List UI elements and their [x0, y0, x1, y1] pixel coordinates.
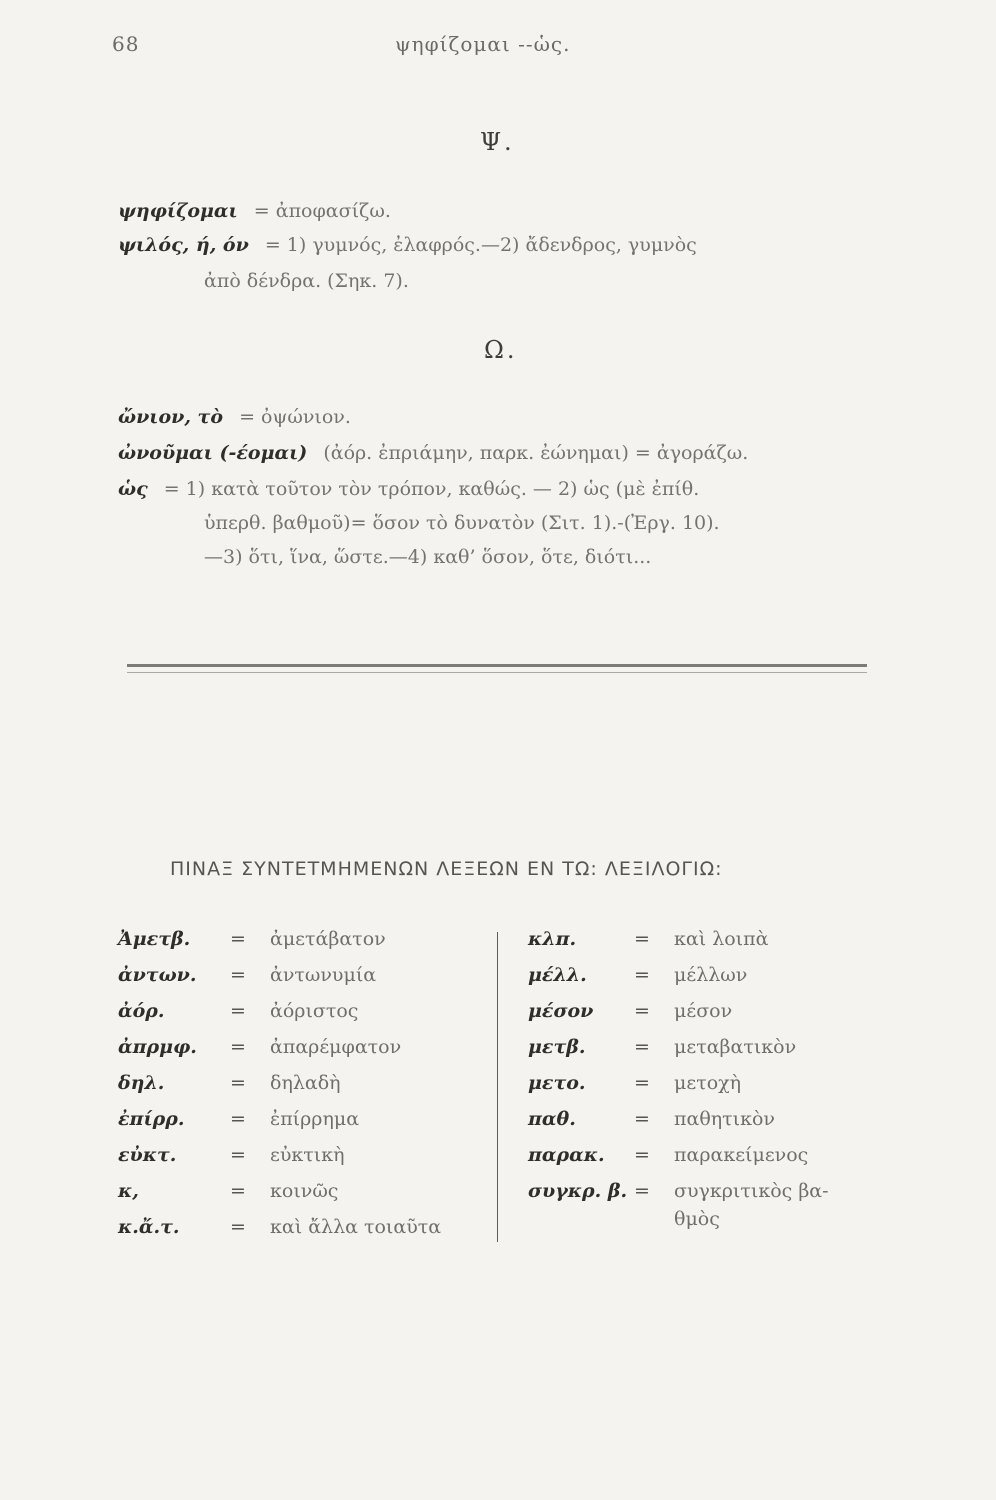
abbreviation-meaning: καὶ λοιπὰ — [674, 928, 769, 950]
abbreviation-meaning: ἀπαρέμφατον — [270, 1036, 402, 1058]
equals-sign: = — [230, 1216, 246, 1238]
abbreviation-meaning: συγκριτικὸς βα- — [674, 1180, 829, 1202]
entry-continuation: ἀπὸ δένδρα. (Σηκ. 7). — [204, 270, 409, 292]
column-divider — [497, 932, 498, 1242]
entry-definition: = 1) γυμνός, ἐλαφρός.—2) ἄδενδρος, γυμνὸς — [264, 234, 697, 256]
entry-lemma: ὤνιον, τὸ — [118, 406, 224, 428]
entry-continuation: —3) ὅτι, ἵνα, ὥστε.—4) καθ’ ὅσον, ὅτε, διότι... — [204, 546, 652, 568]
equals-sign: = — [634, 928, 650, 950]
abbreviation-meaning: μέλλων — [674, 964, 748, 986]
entry-lemma: ψηφίζομαι — [118, 200, 238, 222]
abbreviation: ἀπρμφ. — [118, 1036, 197, 1058]
entry-lemma: ὠνοῦμαι (-έομαι) — [118, 442, 308, 464]
equals-sign: = — [230, 964, 246, 986]
equals-sign: = — [634, 964, 650, 986]
abbreviation-meaning: παρακείμενος — [674, 1144, 809, 1166]
abbreviation-meaning: εὐκτικὴ — [270, 1144, 345, 1166]
abbreviations-title: ΠΙΝΑΞ ΣΥΝΤΕΤΜΗΜΕΝΩΝ ΛΕΞΕΩΝ ΕΝ ΤΩ: ΛΕΞΙΛΟΓΙΩ: — [170, 858, 723, 880]
abbreviation: μετβ. — [528, 1036, 586, 1058]
page-number: 68 — [112, 32, 140, 56]
dictionary-entry — [118, 228, 697, 262]
abbreviation: κλπ. — [528, 928, 577, 950]
abbreviation: μέσον — [528, 1000, 594, 1022]
abbreviation-meaning: ἀντωνυμία — [270, 964, 377, 986]
entry-definition: = ἀποφασίζω. — [253, 200, 391, 222]
equals-sign: = — [230, 1000, 246, 1022]
entry-definition: = ὀψώνιον. — [239, 406, 351, 428]
equals-sign: = — [634, 1108, 650, 1130]
abbreviation-meaning: δηλαδὴ — [270, 1072, 341, 1094]
equals-sign: = — [634, 1180, 650, 1202]
entry-lemma: ψιλός, ή, όν — [118, 234, 249, 256]
entry-definition: = 1) κατὰ τοῦτον τὸν τρόπον, καθώς. — 2) ὡς (μὲ ἐπίθ. — [163, 478, 700, 500]
dictionary-entry — [118, 400, 351, 434]
abbreviation-meaning: ἐπίρρημα — [270, 1108, 360, 1130]
abbreviation: ἀντων. — [118, 964, 197, 986]
abbreviation-meaning: μετοχὴ — [674, 1072, 742, 1094]
separator-rule — [127, 664, 867, 667]
section-letter-psi: Ψ. — [480, 128, 515, 156]
entry-continuation: ὑπερθ. βαθμοῦ)= ὅσον τὸ δυνατὸν (Σιτ. 1).-(Ἐργ. 10). — [204, 512, 720, 534]
equals-sign: = — [634, 1072, 650, 1094]
equals-sign: = — [230, 1108, 246, 1130]
equals-sign: = — [634, 1144, 650, 1166]
section-letter-omega: Ω. — [484, 336, 518, 364]
equals-sign: = — [230, 1072, 246, 1094]
equals-sign: = — [230, 928, 246, 950]
entry-lemma: ὡς — [118, 478, 148, 500]
abbreviation-meaning: παθητικὸν — [674, 1108, 775, 1130]
dictionary-entry — [118, 436, 748, 470]
separator-rule-thin — [127, 672, 867, 673]
abbreviation: παθ. — [528, 1108, 576, 1130]
abbreviation: δηλ. — [118, 1072, 165, 1094]
running-header: ψηφίζομαι --ὡς. — [395, 32, 571, 56]
abbreviation-meaning: ἀόριστος — [270, 1000, 359, 1022]
equals-sign: = — [634, 1000, 650, 1022]
dictionary-entry — [118, 472, 699, 506]
abbreviation: εὐκτ. — [118, 1144, 177, 1166]
abbreviation: κ, — [118, 1180, 139, 1202]
abbreviation-meaning: ἀμετάβατον — [270, 928, 386, 950]
abbreviation: μέλλ. — [528, 964, 587, 986]
abbreviation-meaning: μεταβατικὸν — [674, 1036, 797, 1058]
abbreviation-meaning: κοινῶς — [270, 1180, 339, 1202]
equals-sign: = — [634, 1036, 650, 1058]
abbreviation: κ.ἄ.τ. — [118, 1216, 180, 1238]
abbreviation-meaning: καὶ ἄλλα τοιαῦτα — [270, 1216, 442, 1238]
abbreviation: Ἀμετβ. — [118, 928, 191, 950]
abbreviation: ἀόρ. — [118, 1000, 165, 1022]
dictionary-entry — [118, 194, 391, 228]
equals-sign: = — [230, 1180, 246, 1202]
equals-sign: = — [230, 1036, 246, 1058]
abbreviation: μετο. — [528, 1072, 586, 1094]
equals-sign: = — [230, 1144, 246, 1166]
entry-definition: (ἀόρ. ἐπριάμην, παρκ. ἐώνημαι) = ἀγοράζω. — [323, 442, 749, 464]
abbreviation: παρακ. — [528, 1144, 605, 1166]
abbreviation: συγκρ. β. — [528, 1180, 628, 1202]
abbreviation: ἐπίρρ. — [118, 1108, 185, 1130]
abbreviation-meaning-continuation: θμὸς — [674, 1208, 720, 1230]
abbreviation-meaning: μέσον — [674, 1000, 733, 1022]
